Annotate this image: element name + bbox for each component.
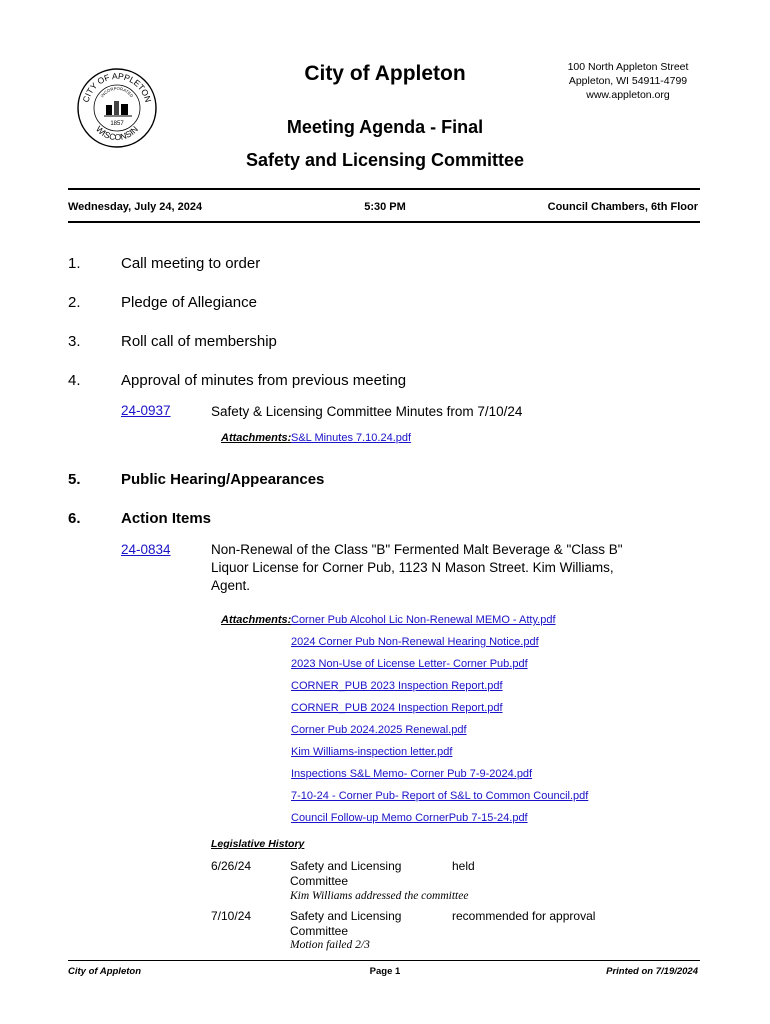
file-title: Non-Renewal of the Class "B" Fermented Malt Beverage & "Class B" Liquor License for Corner Pub, 1123 N Mason Street. Kim Williams, Agent. [211,542,623,593]
footer-printed-date: Printed on 7/19/2024 [606,966,698,977]
item-title: Pledge of Allegiance [121,294,257,311]
item-title: Call meeting to order [121,255,261,272]
item-number: 4. [68,372,81,389]
meeting-date: Wednesday, July 24, 2024 [68,201,203,213]
footer-page-number: Page 1 [369,966,401,977]
committee-name: Safety and Licensing Committee [245,150,525,170]
history-action: recommended for approval [452,909,596,923]
attachment-link[interactable]: Corner Pub 2024.2025 Renewal.pdf [291,724,467,736]
svg-text:WISCONSIN: WISCONSIN [94,123,140,143]
legislative-history-title: Legislative History [211,838,305,850]
file-title: Safety & Licensing Committee Minutes from 7/10/24 [211,404,523,419]
attachment-link[interactable]: 2024 Corner Pub Non-Renewal Hearing Notice.pdf [291,636,539,648]
attachments-label: Attachments: [221,614,292,626]
item-number: 3. [68,333,81,350]
svg-text:1857: 1857 [110,121,124,127]
footer-rule [68,960,700,961]
file-link-24-0937[interactable]: 24-0937 [121,403,171,418]
attachment-link[interactable]: Kim Williams-inspection letter.pdf [291,746,453,758]
item-title: Roll call of membership [121,333,277,350]
item-title: Approval of minutes from previous meeting [121,372,407,389]
svg-text:INCORPORATED: INCORPORATED [99,85,135,99]
header-rule-top [68,188,700,190]
svg-text:CITY OF APPLETON: CITY OF APPLETON [80,70,154,104]
attachment-link[interactable]: Council Follow-up Memo CornerPub 7-15-24.pdf [291,812,528,824]
meeting-time: 5:30 PM [364,201,406,213]
item-title: Action Items [121,510,212,527]
footer-city: City of Appleton [68,966,141,977]
attachment-link[interactable]: 7-10-24 - Corner Pub- Report of S&L to Common Council.pdf [291,790,589,802]
item-title: Public Hearing/Appearances [121,471,325,488]
history-note: Motion failed 2/3 [290,939,370,951]
history-body: Safety and Licensing Committee [290,859,402,888]
attachment-link[interactable]: Corner Pub Alcohol Lic Non-Renewal MEMO - Atty.pdf [291,614,556,626]
attachment-link[interactable]: S&L Minutes 7.10.24.pdf [291,432,412,444]
attachments-label: Attachments: [221,432,292,444]
agenda-title: Meeting Agenda - Final [286,117,484,137]
history-date: 6/26/24 [211,859,252,873]
item-number: 6. [68,510,81,527]
item-number: 1. [68,255,81,272]
attachment-link[interactable]: CORNER_PUB 2023 Inspection Report.pdf [291,680,503,692]
history-note: Kim Williams addressed the committee [290,890,469,902]
city-title: City of Appleton [304,62,466,85]
item-number: 2. [68,294,81,311]
header-rule-bottom [68,221,700,223]
city-address: 100 North Appleton Street Appleton, WI 54911-4799 www.appleton.org [567,61,689,101]
history-date: 7/10/24 [211,909,252,923]
attachment-link[interactable]: 2023 Non-Use of License Letter- Corner Pub.pdf [291,658,528,670]
attachment-link[interactable]: CORNER_PUB 2024 Inspection Report.pdf [291,702,503,714]
history-body: Safety and Licensing Committee [290,909,402,938]
file-link-24-0834[interactable]: 24-0834 [121,542,171,557]
history-action: held [452,859,475,873]
item-number: 5. [68,471,81,488]
attachment-link[interactable]: Inspections S&L Memo- Corner Pub 7-9-2024.pdf [291,768,533,780]
meeting-location: Council Chambers, 6th Floor [547,201,698,213]
